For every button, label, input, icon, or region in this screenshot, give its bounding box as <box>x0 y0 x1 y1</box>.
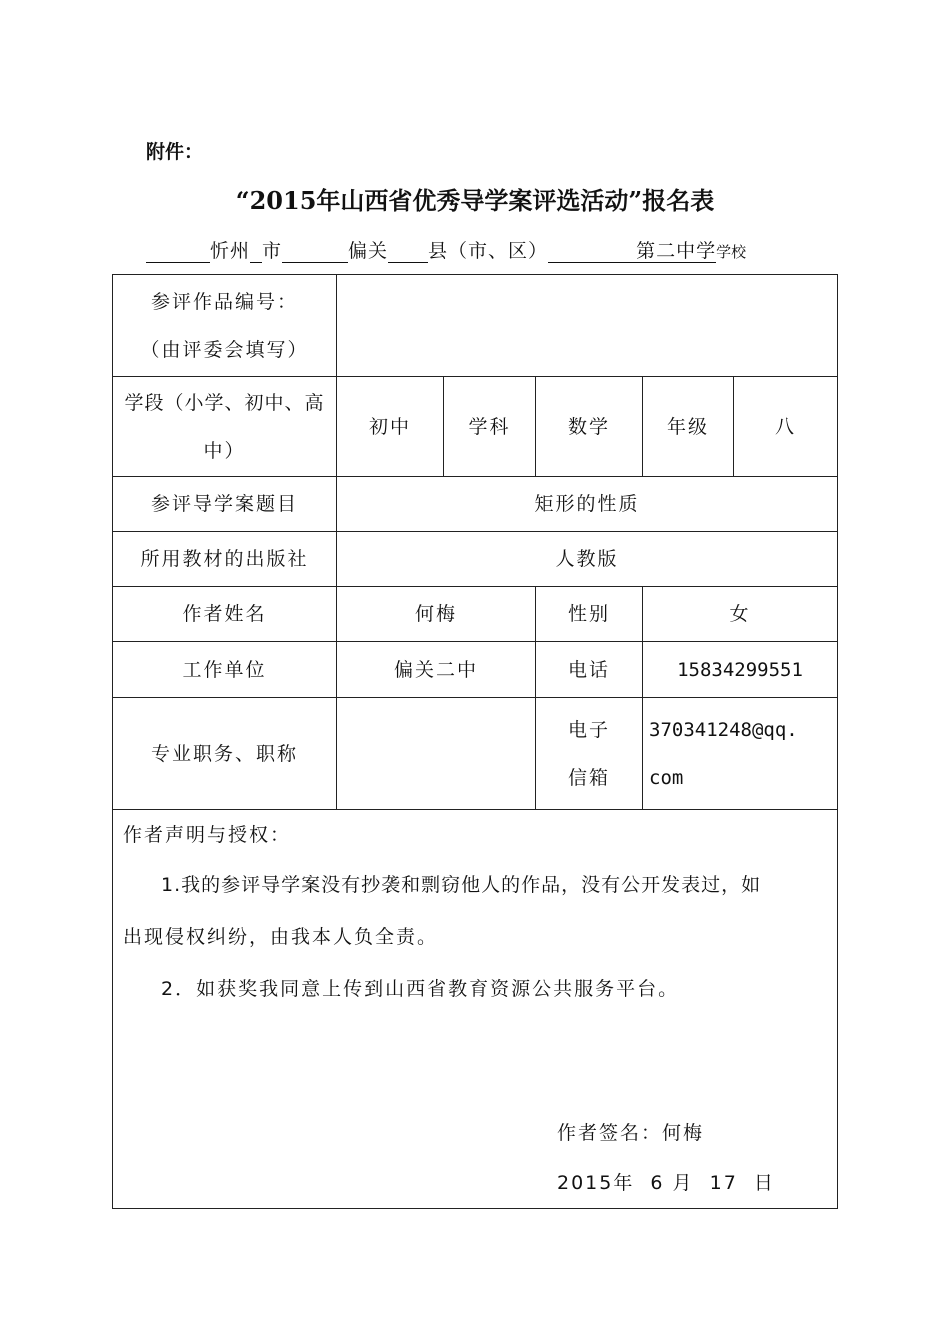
form-title: “2015年山西省优秀导学案评选活动”报名表 <box>235 186 715 215</box>
email-label-line1: 电子 <box>567 718 610 741</box>
gender-value: 女 <box>643 587 838 642</box>
blank-underline <box>282 240 348 263</box>
city-value: 忻州 <box>210 240 251 262</box>
row-publisher <box>113 532 838 587</box>
email-value-line2: com <box>649 766 684 789</box>
subject-label: 学科 <box>444 377 536 477</box>
blank-underline <box>548 240 636 263</box>
email-value <box>643 698 838 810</box>
author-label: 作者姓名 <box>113 587 337 642</box>
entry-no-field[interactable] <box>337 275 838 377</box>
author-value: 何梅 <box>337 587 536 642</box>
publisher-label: 所用教材的出版社 <box>113 532 337 587</box>
stage-value: 初中 <box>337 377 444 477</box>
statement-item1-line2: 出现侵权纠纷，由我本人负全责。 <box>123 926 439 948</box>
row-author <box>113 587 838 642</box>
county-value: 偏关 <box>348 240 389 262</box>
stage-label-line1: 学段（小学、初中、高 <box>124 391 325 414</box>
stage-label-line2: 中） <box>203 439 246 462</box>
author-signature: 作者签名：何梅 <box>557 1122 705 1144</box>
grade-label: 年级 <box>643 377 734 477</box>
row-unit <box>113 642 838 698</box>
publisher-value: 人教版 <box>337 532 838 587</box>
school-value: 第二中学 <box>636 240 717 262</box>
topic-value: 矩形的性质 <box>337 477 838 532</box>
title-value[interactable] <box>337 698 536 810</box>
unit-value: 偏关二中 <box>337 642 536 698</box>
attachment-label: 附件： <box>146 141 204 163</box>
location-line <box>146 236 816 263</box>
unit-label: 工作单位 <box>113 642 337 698</box>
blank-underline <box>146 240 210 263</box>
statement-heading: 作者声明与授权： <box>123 824 292 846</box>
blank-underline <box>388 240 428 263</box>
school-unit: 学校 <box>716 243 747 261</box>
registration-table <box>112 274 838 1209</box>
entry-no-label-line1: 参评作品编号： <box>150 290 298 313</box>
entry-no-label-line2: （由评委会填写） <box>140 338 309 361</box>
email-label <box>536 698 643 810</box>
grade-value: 八 <box>734 377 838 477</box>
phone-label: 电话 <box>536 642 643 698</box>
city-unit: 市 <box>262 240 283 262</box>
subject-value: 数学 <box>536 377 643 477</box>
email-label-line2: 信箱 <box>567 766 610 789</box>
sign-date: 2015年 6 月 17 日 <box>557 1172 775 1194</box>
row-topic <box>113 477 838 532</box>
entry-no-label <box>113 275 337 377</box>
row-stage <box>113 377 838 477</box>
statement-item2: 2．如获奖我同意上传到山西省教育资源公共服务平台。 <box>161 978 680 1000</box>
gender-label: 性别 <box>536 587 643 642</box>
statement-cell <box>113 810 838 1209</box>
title-label: 专业职务、职称 <box>113 698 337 810</box>
row-title-email <box>113 698 838 810</box>
row-entry-no <box>113 275 838 377</box>
row-statement <box>113 810 838 1209</box>
county-unit: 县（市、区） <box>428 240 549 262</box>
stage-label <box>113 377 337 477</box>
email-value-line1: 370341248@qq. <box>649 718 798 741</box>
blank-underline <box>250 240 262 263</box>
phone-value: 15834299551 <box>643 642 838 698</box>
topic-label: 参评导学案题目 <box>113 477 337 532</box>
statement-item1-line1: 1.我的参评导学案没有抄袭和剽窃他人的作品，没有公开发表过，如 <box>161 874 762 896</box>
